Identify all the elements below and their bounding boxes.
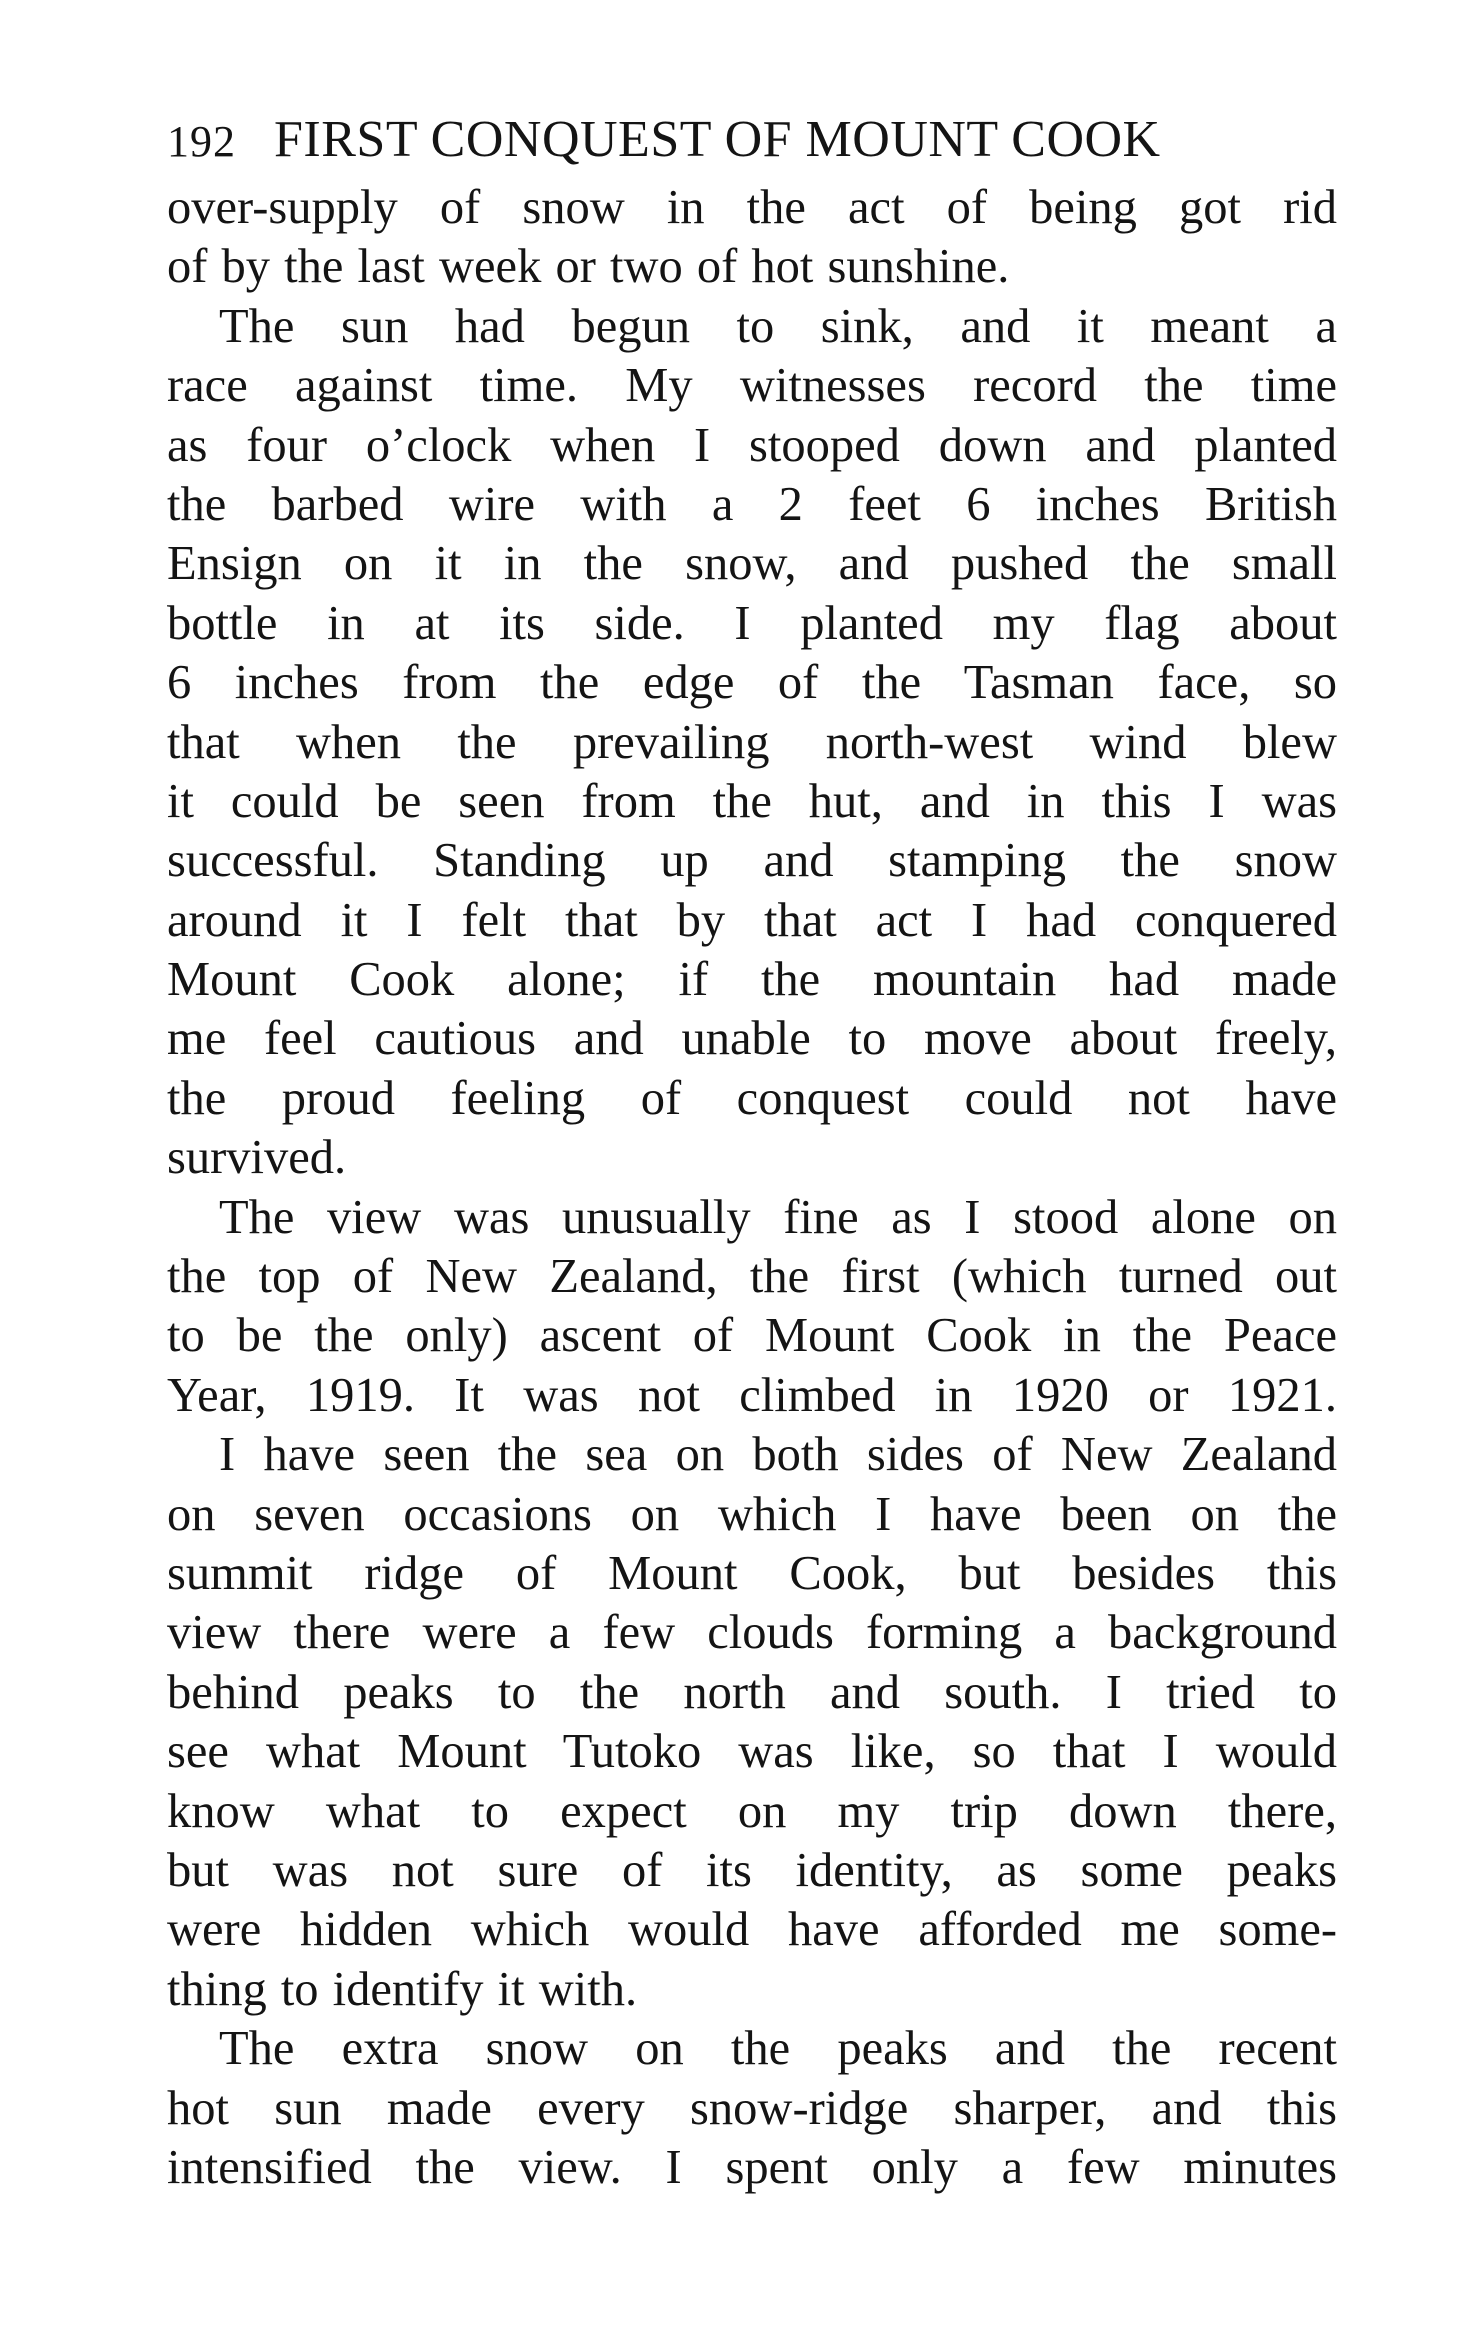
text-line: survived. <box>167 1131 347 1185</box>
text-line: The extra snow on the peaks and the recent <box>219 2022 1337 2076</box>
paragraph <box>167 2019 1337 2197</box>
text-line: but was not sure of its identity, as some peaks <box>167 1843 1337 1897</box>
text-line: the top of New Zealand, the first (which turned out <box>167 1250 1337 1304</box>
text-line: The sun had begun to sink, and it meant a <box>219 299 1337 353</box>
text-line: summit ridge of Mount Cook, but besides this <box>167 1546 1337 1600</box>
page-number: 192 <box>167 117 236 166</box>
text-line: it could be seen from the hut, and in this I was <box>167 774 1337 828</box>
text-line: as four o’clock when I stooped down and planted <box>167 418 1337 472</box>
book-page <box>167 104 1337 2197</box>
text-line: me feel cautious and unable to move about freely, <box>167 1012 1337 1066</box>
text-line: were hidden which would have afforded me some- <box>167 1903 1337 1957</box>
text-line: the barbed wire with a 2 feet 6 inches British <box>167 477 1337 531</box>
paragraph <box>167 297 1337 1188</box>
text-line: see what Mount Tutoko was like, so that I would <box>167 1725 1337 1779</box>
text-line: I have seen the sea on both sides of New Zealand <box>219 1428 1337 1482</box>
paragraph <box>167 1425 1337 2019</box>
text-line: race against time. My witnesses record the time <box>167 359 1337 413</box>
text-line: around it I felt that by that act I had conquered <box>167 893 1337 947</box>
paragraph <box>167 178 1337 297</box>
text-line: thing to identify it with. <box>167 1962 638 2016</box>
text-line: of by the last week or two of hot sunshine. <box>167 240 1010 294</box>
running-head <box>167 104 1337 178</box>
text-line: that when the prevailing north-west wind blew <box>167 715 1337 769</box>
text-line: successful. Standing up and stamping the snow <box>167 834 1337 888</box>
body-text <box>167 178 1337 2197</box>
text-line: Mount Cook alone; if the mountain had made <box>167 953 1337 1007</box>
paragraph <box>167 1188 1337 1426</box>
text-line: to be the only) ascent of Mount Cook in the Peace <box>167 1309 1337 1363</box>
text-line: the proud feeling of conquest could not have <box>167 1071 1337 1125</box>
text-line: 6 inches from the edge of the Tasman face, so <box>167 656 1337 710</box>
text-line: hot sun made every snow-ridge sharper, and this <box>167 2081 1337 2135</box>
text-line: intensified the view. I spent only a few minutes <box>167 2140 1337 2194</box>
text-line: over-supply of snow in the act of being got rid <box>167 181 1337 234</box>
text-line: know what to expect on my trip down there, <box>167 1784 1337 1838</box>
text-line: The view was unusually fine as I stood alone on <box>219 1190 1337 1244</box>
text-line: bottle in at its side. I planted my flag about <box>167 596 1337 650</box>
text-line: view there were a few clouds forming a background <box>167 1606 1337 1660</box>
text-line: on seven occasions on which I have been on the <box>167 1487 1337 1541</box>
text-line: Ensign on it in the snow, and pushed the small <box>167 537 1337 591</box>
text-line: behind peaks to the north and south. I tried to <box>167 1665 1337 1719</box>
text-line: Year, 1919. It was not climbed in 1920 or 1921. <box>167 1368 1337 1422</box>
running-title: FIRST CONQUEST OF MOUNT COOK <box>274 111 1161 168</box>
